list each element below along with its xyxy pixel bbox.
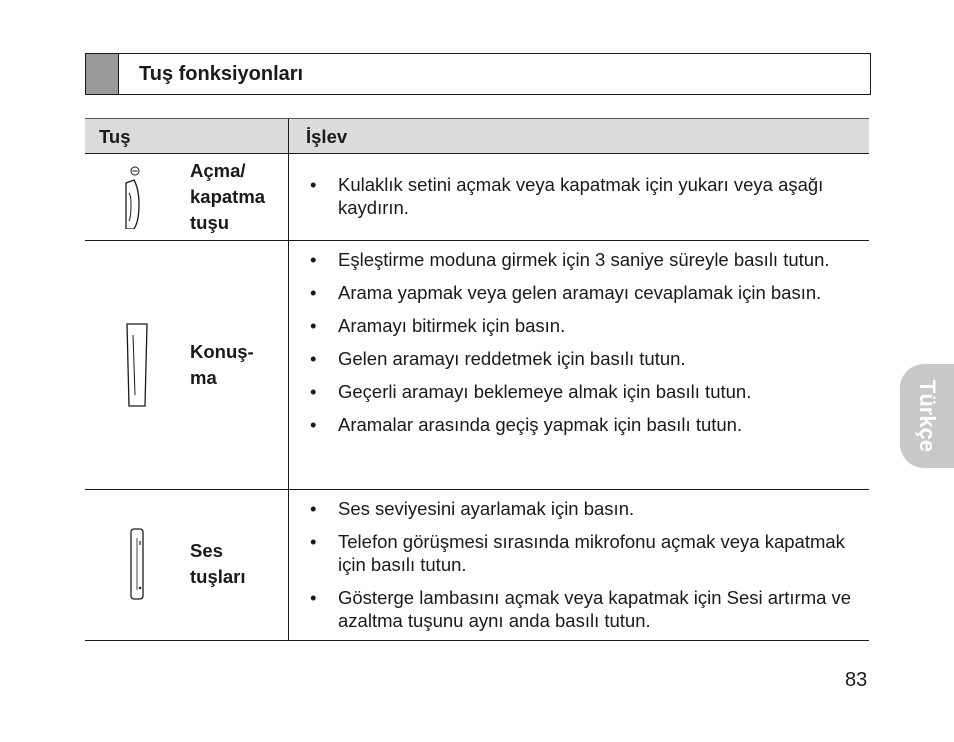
section-header: [85, 53, 871, 95]
language-tab-label: Türkçe: [915, 379, 940, 453]
section-title: Tuş fonksiyonları: [139, 63, 304, 85]
list-item: • Ses seviyesini ayarlamak için basın.: [306, 497, 861, 520]
list-item: • Eşleştirme moduna girmek için 3 saniye süreyle basılı tutun.: [306, 248, 861, 271]
table-row-talk-key: [85, 241, 869, 490]
column-header-key: Tuş: [85, 119, 289, 154]
key-name-talk: Konuş- ma: [190, 341, 254, 388]
list-item: • Kulaklık setini açmak veya kapatmak için yukarı veya aşağı kaydırın.: [306, 173, 861, 219]
list-item: • Geçerli aramayı beklemeye almak için basılı tutun.: [306, 380, 861, 403]
key-cell: [85, 241, 289, 490]
list-item: • Gelen aramayı reddetmek için basılı tutun.: [306, 347, 861, 370]
key-name-power: Açma/ kapatma tuşu: [190, 160, 266, 233]
function-cell: [289, 241, 870, 490]
list-item: • Gösterge lambasını açmak veya kapatmak için Sesi artırma ve azaltma tuşunu aynı anda basılı tutun.: [306, 586, 861, 632]
list-item: • Arama yapmak veya gelen aramayı cevaplamak için basın.: [306, 281, 861, 304]
list-item: • Telefon görüşmesi sırasında mikrofonu açmak veya kapatmak için basılı tutun.: [306, 530, 861, 576]
talk-key-icon: [85, 323, 190, 407]
volume-key-icon: [85, 528, 190, 600]
table-row-power-key: [85, 154, 869, 241]
key-cell: [85, 490, 289, 641]
table-header-row: [85, 119, 869, 154]
language-tab: [900, 364, 954, 468]
key-cell: [85, 154, 289, 241]
table-row-volume-key: [85, 490, 869, 641]
key-functions-table: [85, 118, 869, 641]
function-cell: [289, 490, 870, 641]
page-number: 83: [845, 669, 868, 691]
key-name-volume: Ses tuşları: [190, 540, 246, 587]
power-switch-icon: [85, 165, 190, 229]
function-cell: [289, 154, 870, 241]
header-marker-block: [86, 54, 119, 94]
column-header-function: İşlev: [289, 119, 870, 154]
list-item: • Aramalar arasında geçiş yapmak için basılı tutun.: [306, 413, 861, 436]
list-item: • Aramayı bitirmek için basın.: [306, 314, 861, 337]
